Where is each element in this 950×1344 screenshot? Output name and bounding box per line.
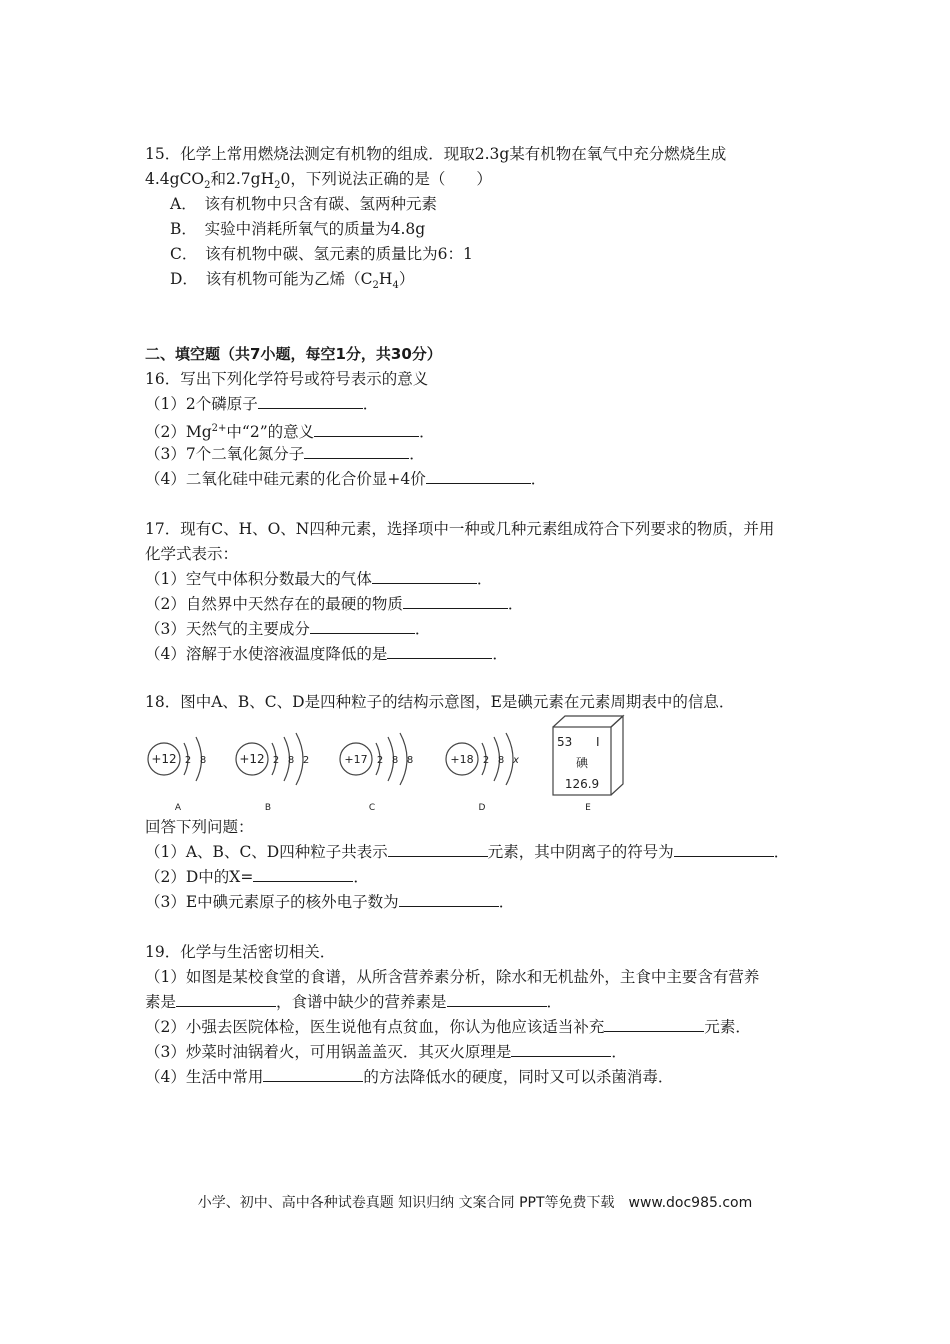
particle-diagram-c (340, 733, 413, 813)
atomic-structure-figure (140, 713, 650, 813)
q19-item-3: （3）炒菜时油锅着火，可用锅盖盖灭．其灭火原理是 ． (145, 1043, 627, 1061)
answer-blank[interactable] (176, 991, 276, 1007)
element-name: 碘 (575, 756, 589, 770)
q19-stem: 19．化学与生活密切相关． (145, 943, 336, 961)
q17-item-3: （3）天然气的主要成分 ． (145, 620, 431, 638)
shell-electrons: 8 (199, 755, 207, 766)
q17-stem-line1: 17．现有C、H、O、N四种元素，选择项中一种或几种元素组成符合下列要求的物质，并用 (145, 520, 775, 538)
q16-item-2: $(2)Mg^{2+}$中“2”的意义 ． (145, 423, 435, 442)
particle-diagram-a (148, 737, 206, 813)
figure-label: A (174, 803, 182, 813)
answer-blank[interactable] (304, 443, 409, 459)
q17-stem-line2: 化学式表示： (145, 545, 239, 563)
answer-blank[interactable] (372, 568, 477, 584)
q19-item-1-line1: （1）如图是某校食堂的食谱，从所含营养素分析，除水和无机盐外，主食中主要含有营养 (145, 968, 760, 986)
shell-electrons: 8 (406, 755, 414, 766)
shell-electrons: x (513, 755, 519, 766)
element-symbol: I (596, 735, 600, 749)
q18-item-2: （2）D中的X= ． (145, 868, 369, 886)
shell-electrons: 2 (376, 755, 384, 766)
answer-blank[interactable] (447, 991, 547, 1007)
answer-blank[interactable] (388, 841, 488, 857)
q18-prompt: 回答下列问题： (145, 818, 254, 836)
answer-blank[interactable] (263, 1066, 363, 1082)
answer-blank[interactable] (426, 468, 531, 484)
q15-stem-line1: 15．化学上常用燃烧法测定有机物的组成．现取2.3g某有机物在氧气中充分燃烧生成 (145, 145, 727, 163)
footer-text[interactable]: 小学、初中、高中各种试卷真题 知识归纳 文案合同 PPT等免费下载 www.doc985.com (197, 1195, 753, 1211)
q16-item-1: （1）2个磷原子 ． (145, 395, 379, 413)
q15-stem-line2: 4.4gCO$_2$和$2.7gH_20$，下列说法正确的是（ ） (145, 170, 492, 192)
atomic-mass: 126.9 (564, 777, 600, 791)
figure-label: B (264, 803, 272, 813)
shell-electrons: 8 (287, 755, 295, 766)
particle-diagram-d (446, 733, 519, 813)
q17-item-1: （1）空气中体积分数最大的气体 ． (145, 570, 493, 588)
shell-electrons: 2 (184, 755, 192, 766)
shell-electrons: 8 (497, 755, 505, 766)
figure-label: D (478, 803, 486, 813)
q17-item-2: （2）自然界中天然存在的最硬的物质 ． (145, 595, 524, 613)
figure-label: E (585, 803, 591, 813)
answer-blank[interactable] (399, 891, 499, 907)
answer-blank[interactable] (403, 593, 508, 609)
q19-item-4: （4）生活中常用 的方法降低水的硬度，同时又可以杀菌消毒． (145, 1068, 674, 1086)
answer-blank[interactable] (314, 421, 419, 437)
figure-label: C (368, 803, 376, 813)
section2-title: 二、填空题（共7小题，每空1分，共30分） (145, 345, 442, 363)
answer-blank[interactable] (604, 1016, 704, 1032)
q16-stem: 16．写出下列化学符号或符号表示的意义 (145, 370, 429, 388)
q17-item-4: （4）溶解于水使溶液温度降低的是 ． (145, 645, 508, 663)
shell-electrons: 2 (482, 755, 490, 766)
q15-option-b: B． 实验中消耗所氧气的质量为4.8g (170, 220, 426, 238)
q18-stem: 18．图中A、B、C、D是四种粒子的结构示意图，E是碘元素在元素周期表中的信息． (145, 693, 735, 711)
answer-blank[interactable] (253, 866, 353, 882)
q15-option-a: A． 该有机物中只含有碳、氢两种元素 (170, 195, 437, 213)
q18-item-1: （1）A、B、C、D四种粒子共表示 元素，其中阴离子的符号为 ． (145, 843, 790, 861)
answer-blank[interactable] (387, 643, 492, 659)
answer-blank[interactable] (310, 618, 415, 634)
shell-electrons: 2 (272, 755, 280, 766)
atomic-number: 53 (557, 735, 573, 749)
nucleus-charge: +17 (344, 753, 368, 766)
nucleus-charge: +12 (239, 752, 265, 766)
nucleus-charge: +12 (151, 752, 177, 766)
q16-item-4: （4）二氧化硅中硅元素的化合价显+4价 ． (145, 470, 547, 488)
periodic-table-cell-iodine (553, 716, 623, 813)
q15-option-c: C． 该有机物中碳、氢元素的质量比为6：1 (170, 245, 473, 263)
q19-item-2: （2）小强去医院体检，医生说他有点贫血，你认为他应该适当补充 元素． (145, 1018, 751, 1036)
nucleus-charge: +18 (450, 753, 474, 766)
page-footer (0, 1192, 950, 1212)
shell-electrons: 2 (302, 755, 310, 766)
answer-blank[interactable] (511, 1041, 611, 1057)
q15-option-d: D． 该有机物可能为乙烯$(C_2H_4)$ (170, 270, 415, 292)
q19-item-1-line2: 素是 ，食谱中缺少的营养素是 ． (145, 993, 563, 1011)
answer-blank[interactable] (674, 841, 774, 857)
q16-item-3: （3）7个二氧化氮分子 ． (145, 445, 425, 463)
particle-diagram-b (236, 733, 309, 813)
answer-blank[interactable] (258, 393, 363, 409)
shell-electrons: 8 (391, 755, 399, 766)
q18-item-3: （3）E中碘元素原子的核外电子数为 ． (145, 893, 515, 911)
